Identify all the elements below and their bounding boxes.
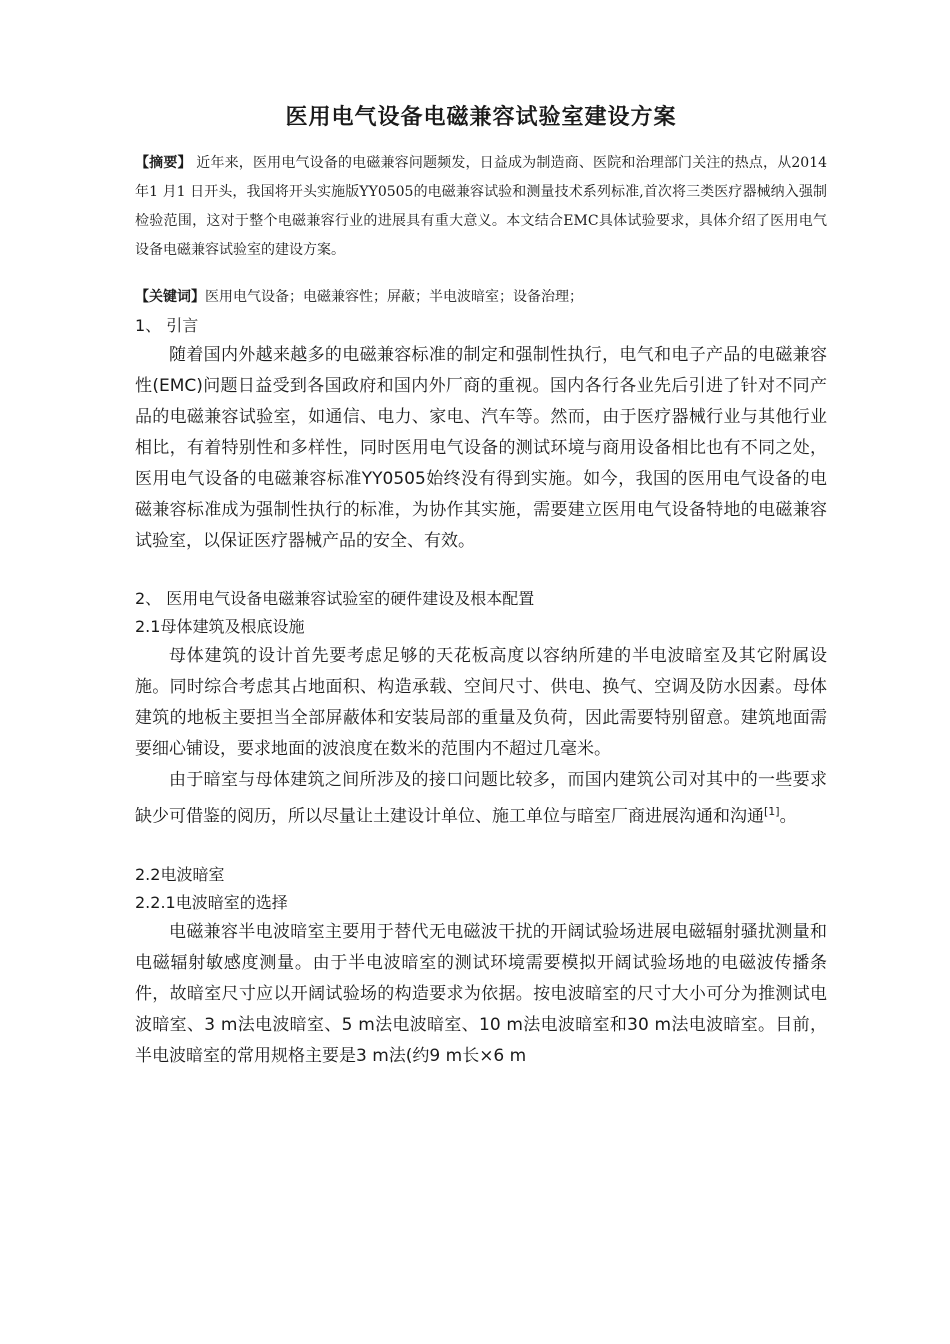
keywords-label: 【关键词】 [135,289,205,305]
section-2-1-paragraph-2-text: 由于暗室与母体建筑之间所涉及的接口问题比较多，而国内建筑公司对其中的一些要求缺少可借鉴的阅历，所以尽量让土建设计单位、施工单位与暗室厂商进展沟通和沟通 [135,770,827,827]
section-2-1-heading: 2.1母体建筑及根底设施 [135,617,305,636]
section-2-2-heading: 2.2电波暗室 [135,864,225,884]
section-2-1-paragraph-1: 母体建筑的设计首先要考虑足够的天花板高度以容纳所建的半电波暗室及其它附属设施。同时综合考虑其占地面积、构造承载、空间尺寸、供电、换气、空调及防水因素。母体建筑的地板主要担当全部屏蔽体和安装局部的重量及负荷，因此需要特别留意。建筑地面需要细心铺设，要求地面的波浪度在数米的范围内不超过几毫米。 [135,646,827,759]
abstract-label: 【摘要】 [135,155,192,171]
document-title: 医用电气设备电磁兼容试验室建设方案 [285,104,677,130]
keywords-text: 医用电气设备；电磁兼容性；屏蔽；半电波暗室；设备治理； [205,289,583,305]
section-2-1-paragraph-2-end: 。 [779,806,797,827]
citation-ref: [1] [764,805,780,818]
section-2-2-1-heading: 2.2.1电波暗室的选择 [135,892,288,912]
section-1-heading: 1、 引言 [135,316,199,335]
spacer [135,557,827,585]
abstract-paragraph [135,149,827,265]
section-1-paragraph: 随着国内外越来越多的电磁兼容标准的制定和强制性执行，电气和电子产品的电磁兼容性(EMC)问题日益受到各国政府和国内外厂商的重视。国内各行各业先后引进了针对不同产品的电磁兼容试验室，如通信、电力、家电、汽车等。然而，由于医疗器械行业与其他行业相比，有着特别性和多样性，同时医用电气设备的测试环境与商用设备相比也有不同之处，医用电气设备的电磁兼容标准YY0505始终没有得到实施。如今，我国的医用电气设备的电磁兼容标准成为强制性执行的标准，为协作其实施，需要建立医用电气设备特地的电磁兼容试验室，以保证医疗器械产品的安全、有效。 [135,345,827,551]
section-2-heading: 2、 医用电气设备电磁兼容试验室的硬件建设及根本配置 [135,589,535,608]
spacer [135,833,827,861]
abstract-text: 近年来，医用电气设备的电磁兼容问题频发，日益成为制造商、医院和治理部门关注的热点，从2014 年1 月1 日开头，我国将开头实施版YY0505的电磁兼容试验和测量技术系列标准,首次将三类医疗器械纳入强制检验范围，这对于整个电磁兼容行业的进展具有重大意义。本文结合EMC具体试验要求，具体介绍了医用电气设备电磁兼容试验室的建设方案。 [135,155,828,258]
document-content [135,100,827,1072]
section-2-1-paragraph-2 [135,765,827,833]
keywords-paragraph [135,283,827,312]
section-2-2-1-paragraph: 电磁兼容半电波暗室主要用于替代无电磁波干扰的开阔试验场进展电磁辐射骚扰测量和电磁辐射敏感度测量。由于半电波暗室的测试环境需要模拟开阔试验场地的电磁波传播条件，故暗室尺寸应以开阔试验场的构造要求为依据。按电波暗室的尺寸大小可分为推测试电波暗室、3 m法电波暗室、5 m法电波暗室、10 m法电波暗室和30 m法电波暗室。目前，半电波暗室的常用规格主要是3 m法(约9 m长×6 m [135,921,827,1066]
